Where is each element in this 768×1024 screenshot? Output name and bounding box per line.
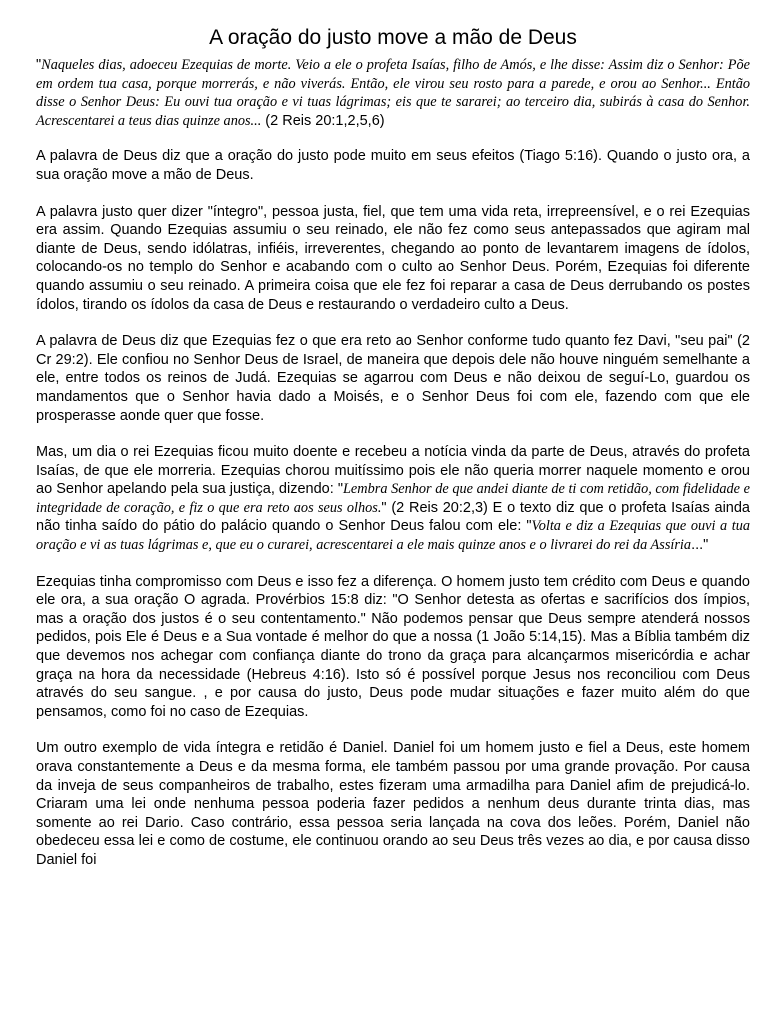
paragraph-4 — [36, 332, 750, 425]
paragraph-4-text: A palavra de Deus diz que Ezequias fez o que era reto ao Senhor conforme tudo quanto fez Davi, "seu pai" (2 Cr 29:2). Ele confiou no Senhor Deus de Israel, de maneira que depois dele não houve ninguém semelhante a ele, entre todos os reinos de Judá. Ezequias se agarrou com Deus e não deixou de seguí-Lo, guardou os mandamentos que o Senhor havia dado a Moisés, e o Senhor Deus foi com ele, fazendo com que ele prosperasse aonde quer que fosse. — [36, 333, 750, 424]
document-page — [36, 24, 750, 888]
paragraph-1 — [36, 56, 750, 130]
paragraph-5-text-b: " (2 Reis 20:2,3) E o texto diz que o profeta Isaías ainda não tinha saído do pátio do palácio quando o Senhor Deus falou com ele: " — [36, 499, 750, 535]
paragraph-5 — [36, 443, 750, 555]
paragraph-5-text-a: Mas, um dia o rei Ezequias ficou muito doente e recebeu a notícia vinda da parte de Deus, através do profeta Isaías, de que ele morreria. Ezequias chorou muitíssimo pois ele não queria morrer naquele momento e orou ao Senhor apelando pela sua justiça, dizendo: " — [36, 444, 750, 498]
scripture-quote: Volta e diz a Ezequias que ouvi a tua oração e vi as tuas lágrimas e, que eu o curarei, acrescentarei a ele mais quinze anos e o livrarei do rei da Assíria — [36, 518, 750, 554]
paragraph-2-text: A palavra de Deus diz que a oração do justo pode muito em seus efeitos (Tiago 5:16). Quando o justo ora, a sua oração move a mão de Deus. — [36, 148, 750, 183]
paragraph-6-text: Ezequias tinha compromisso com Deus e isso fez a diferença. O homem justo tem crédito com Deus e quando ele ora, a sua oração O agrada. Provérbios 15:8 diz: "O Senhor detesta as ofertas e sacrifícios dos ímpios, mas a oração dos justos é o seu contentamento." Não podemos pensar que Deus sempre atenderá nossos pedidos, pois Ele é Deus e a Sua vontade é melhor do que a nossa (1 João 5:14,15). Mas a Bíblia também diz que devemos nos achegar com confiança diante do trono da graça para alcançarmos misericórdia e achar graça na hora da necessidade (Hebreus 4:16). Isto só é possível porque Jesus nos reconciliou com Deus através do seu sangue. , e por causa do justo, Deus pode mudar situações e fazer muito além do que pensamos, como foi no caso de Ezequias. — [36, 573, 750, 720]
paragraph-1-text: " — [36, 57, 42, 73]
paragraph-6 — [36, 573, 750, 722]
scripture-quote: Lembra Senhor de que andei diante de ti com retidão, com fidelidade e integridade de coração, e fiz o que era reto aos seus olhos. — [36, 481, 750, 516]
paragraph-7-text: Um outro exemplo de vida íntegra e retidão é Daniel. Daniel foi um homem justo e fiel a Deus, este homem orava constantemente a Deus e da mesma forma, ele também passou por uma grande provação. Por causa da inveja de seus companheiros de trabalho, estes fizeram uma armadilha para Daniel afim de prejudicá-lo. Criaram uma lei onde nenhuma pessoa poderia fazer pedidos a nenhum deus durante trinta dias, mas somente ao rei Dario. Caso contrário, essa pessoa seria lançada na cova dos leões. Porém, Daniel não obedeceu essa lei e como de costume, ele continuou orando ao seu Deus três vezes ao dia, e por causa disso Daniel foi — [36, 740, 750, 868]
paragraph-7 — [36, 739, 750, 869]
paragraph-3 — [36, 203, 750, 315]
scripture-quote: Naqueles dias, adoeceu Ezequias de morte. Veio a ele o profeta Isaías, filho de Amós, e lhe disse: Assim diz o Senhor: Põe em ordem tua casa, porque morrerás, e não viverás. Então, ele virou seu rosto para a parede, e orou ao Senhor... Então disse o Senhor Deus: Eu ouvi tua oração e vi tuas lágrimas; eis que te sararei; ao terceiro dia, subirás à casa do Senhor. Acrescentarei a teus dias quinze anos... — [36, 57, 750, 129]
paragraph-5-text-c: ..." — [691, 537, 709, 554]
paragraph-3-text: A palavra justo quer dizer "íntegro", pessoa justa, fiel, que tem uma vida reta, irrepreensível, e o rei Ezequias era assim. Quando Ezequias assumiu o seu reinado, ele não fez como seus antepassados que agiram mal diante de Deus, sendo idólatras, infiéis, irreverentes, chegando ao ponto de levantarem imagens de ídolos, colocando-os no templo do Senhor e acabando com o culto ao Senhor Deus. Porém, Ezequias foi diferente quando assumiu o seu reinado. A primeira coisa que ele fez foi reparar a casa de Deus derrubando os postes ídolos, tirando os ídolos da casa de Deus e restaurando o verdadeiro culto a Deus. — [36, 203, 750, 313]
paragraph-1-reference: (2 Reis 20:1,2,5,6) — [261, 112, 385, 129]
page-title: A oração do justo move a mão de Deus — [209, 26, 577, 49]
paragraph-2 — [36, 147, 750, 184]
